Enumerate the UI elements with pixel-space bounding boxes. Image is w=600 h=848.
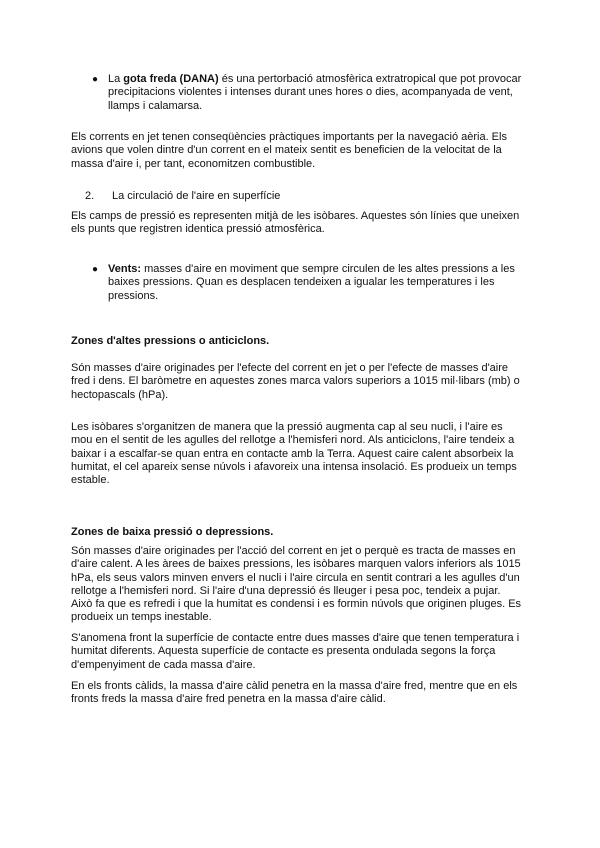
text-line: Els camps de pressió es representen mitjà de les isòbares. Aquestes són línies que uneixen xyxy=(71,210,520,222)
text-line: Són masses d'aire originades per l'acció del corrent en jet o perquè es tracta de masses en xyxy=(71,545,516,557)
section-title: La circulació de l'aire en superfície xyxy=(112,190,281,202)
bullet-icon: ● xyxy=(92,264,99,275)
text-line: llamps i calamarsa. xyxy=(108,99,203,112)
text-line: pressions. xyxy=(108,289,159,302)
heading-anticiclons xyxy=(71,335,541,348)
text-line: hectopascals (hPa). xyxy=(71,388,169,401)
text-line: hPa, els seus valors minven envers el nucli i l'aire circula en sentit contrari a les agulles d'un xyxy=(71,571,520,584)
text-segment: és una pertorbació atmosfèrica extratropical que pot provocar xyxy=(218,73,522,85)
heading-text: Zones de baixa pressió o depressions. xyxy=(71,526,274,538)
text-line: d'aire calent. A les àrees de baixes pressions, les isòbares marquen valors inferiors als 1015 xyxy=(71,558,521,571)
text-line: els punts que registren identica pressió atmosfèrica. xyxy=(71,223,325,236)
text-line: avions que volen dintre d'un corrent en el mateix sentit es beneficien de la velocitat de la xyxy=(71,144,502,157)
paragraph-anticiclons-1 xyxy=(71,362,541,402)
text-line: produeix un temps inestable. xyxy=(71,611,212,624)
paragraph-fronts-calids-freds xyxy=(71,680,541,707)
text-line xyxy=(108,73,578,86)
paragraph-corrents-jet xyxy=(71,131,541,171)
text-line: En els fronts càlids, la massa d'aire càlid penetra en la massa d'aire fred, mentre que en els xyxy=(71,680,518,692)
bold-term: Vents: xyxy=(108,263,142,275)
text-line: d'empenyiment de cada massa d'aire. xyxy=(71,658,256,671)
text-line: S'anomena front la superfície de contacte entre dues masses d'aire que tenen temperatura i xyxy=(71,632,520,644)
text-segment: La xyxy=(108,73,124,85)
text-line: massa d'aire i, per tant, economitzen combustible. xyxy=(71,157,316,170)
text-line: fred i dens. El baròmetre en aquestes zones marca valors superiors a 1015 mil·libars (mb) o xyxy=(71,375,520,388)
text-line: Són masses d'aire originades per l'efecte del corrent en jet o per l'efecte de masses d'aire xyxy=(71,362,509,374)
text-line: Això fa que es refredi i que la humitat es condensi i es formin núvols que originen pluges. Es xyxy=(71,598,522,611)
section-heading-2 xyxy=(85,190,582,203)
heading-depressions xyxy=(71,526,541,539)
section-number: 2. xyxy=(85,190,95,202)
paragraph-anticiclons-2 xyxy=(71,421,541,487)
text-line: estable. xyxy=(71,474,110,487)
text-line: humitat diferents. Aquesta superfície de contacte es presenta ondulada segons la força xyxy=(71,645,496,658)
text-line: Els corrents en jet tenen conseqüències pràctiques importants per la navegació aèria. Els xyxy=(71,131,507,143)
text-line: humitat, el cel apareix sense núvols i afavoreix una intensa insolació. Es produeix un temps xyxy=(71,460,517,473)
bullet-gota-freda xyxy=(92,73,578,113)
text-line: Les isòbares s'organitzen de manera que la pressió augmenta cap al seu nucli, i l'aire es xyxy=(71,421,503,433)
bullet-vents xyxy=(92,263,578,303)
text-line: baixes pressions. Quan es desplacen tendeixen a igualar les temperatures i les xyxy=(108,276,495,289)
paragraph-depressions xyxy=(71,545,541,625)
text-line: baixar i a escalfar-se quan entra en contacte amb la Terra. Aquest caire calent absorbeix la xyxy=(71,447,514,460)
paragraph-front xyxy=(71,632,541,672)
bullet-icon: ● xyxy=(92,74,99,85)
text-segment: masses d'aire en moviment que sempre circulen de les altes pressions a les xyxy=(141,263,515,275)
paragraph-camps-pressio xyxy=(71,210,541,237)
text-line: precipitacions violentes i intenses durant unes hores o dies, acompanyada de vent, xyxy=(108,86,513,99)
text-line: mou en el sentit de les agulles del rellotge a l'hemisferi nord. Als anticiclons, l'aire tendeix a xyxy=(71,434,515,447)
text-line: fronts freds la massa d'aire fred penetra en la massa d'aire càlid. xyxy=(71,693,386,706)
text-line: rellotge a l'hemisferi nord. Si l'aire d'una depressió és lleuger i pesa poc, tendeix a pujar. xyxy=(71,584,501,597)
bold-term: gota freda (DANA) xyxy=(123,73,219,85)
text-line xyxy=(108,263,578,276)
heading-text: Zones d'altes pressions o anticiclons. xyxy=(71,335,270,347)
